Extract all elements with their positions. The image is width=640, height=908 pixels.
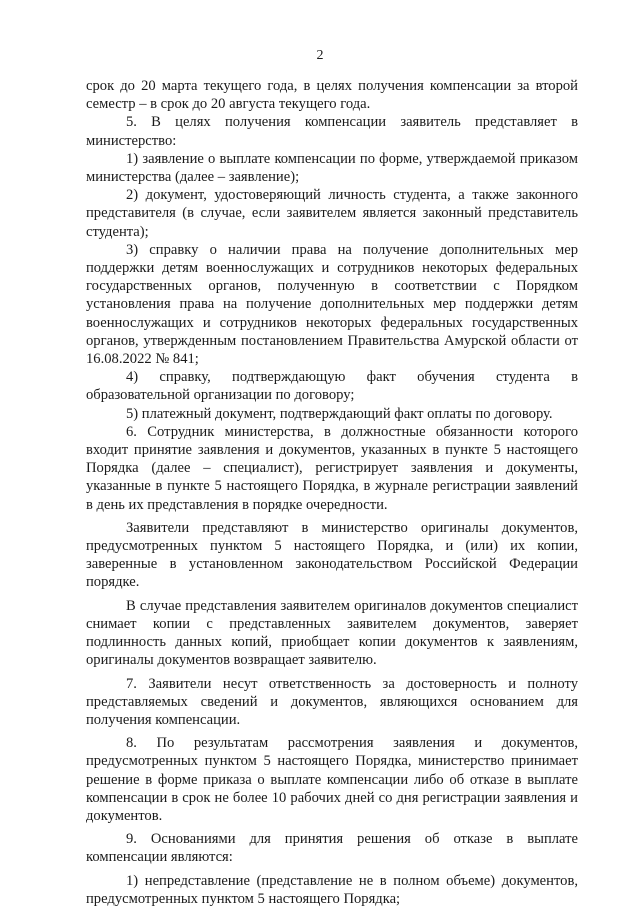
document-body: [86, 77, 578, 908]
paragraph: срок до 20 марта текущего года, в целях получения компенсации за второй семестр – в срок до 20 августа текущего года.: [86, 78, 578, 113]
paragraph: 2) документ, удостоверяющий личность студента, а также законного представителя (в случае, если заявителем является законный представитель студента);: [86, 187, 578, 240]
paragraph: 5. В целях получения компенсации заявитель представляет в министерство:: [86, 114, 578, 149]
paragraph: Заявители представляют в министерство оригиналы документов, предусмотренных пунктом 5 настоящего Порядка, и (или) их копии, заверенные в установленном законодательством Российской Федерации порядке.: [86, 519, 578, 591]
paragraph: 8. По результатам рассмотрения заявления и документов, предусмотренных пунктом 5 настоящего Порядка, министерство принимает решение в форме приказа о выплате компенсации либо об отказе в выплате компенсации в срок не более 10 рабочих дней со дня регистрации заявления и документов.: [86, 735, 578, 824]
paragraph: В случае представления заявителем оригиналов документов специалист снимает копии с представленных заявителем документов, заверяет подлинность данных копий, приобщает копии документов к заявлениям, оригиналы документов возвращает заявителю.: [86, 597, 578, 669]
paragraph: 4) справку, подтверждающую факт обучения студента в образовательной организации по договору;: [86, 369, 578, 404]
paragraph: 5) платежный документ, подтверждающий факт оплаты по договору.: [126, 405, 553, 422]
paragraph: 1) непредставление (представление не в полном объеме) документов, предусмотренных пунктом 5 настоящего Порядка;: [86, 872, 578, 907]
paragraph: 9. Основаниями для принятия решения об отказе в выплате компенсации являются:: [86, 831, 578, 866]
page-number: 2: [316, 48, 324, 63]
paragraph: 3) справку о наличии права на получение дополнительных мер поддержки детям военнослужащих и сотрудников некоторых федеральных государственных органов, полученную в соответствии с Порядком установления права на получение дополнительных мер поддержки детям военнослужащих и сотрудников некоторых федеральных государственных органов, утвержденным постановлением Правительства Амурской области от 16.08.2022 № 841;: [86, 241, 578, 368]
paragraph: 6. Сотрудник министерства, в должностные обязанности которого входит принятие заявления и документов, указанных в пункте 5 настоящего Порядка (далее – специалист), регистрирует заявления и документы, указанные в пункте 5 настоящего Порядка, в журнале регистрации заявлений в день их представления в порядке очередности.: [86, 423, 578, 513]
paragraph: 7. Заявители несут ответственность за достоверность и полноту представляемых сведений и документов, являющихся основанием для получения компенсации.: [86, 675, 578, 728]
paragraph: 1) заявление о выплате компенсации по форме, утверждаемой приказом министерства (далее – заявление);: [86, 150, 578, 186]
